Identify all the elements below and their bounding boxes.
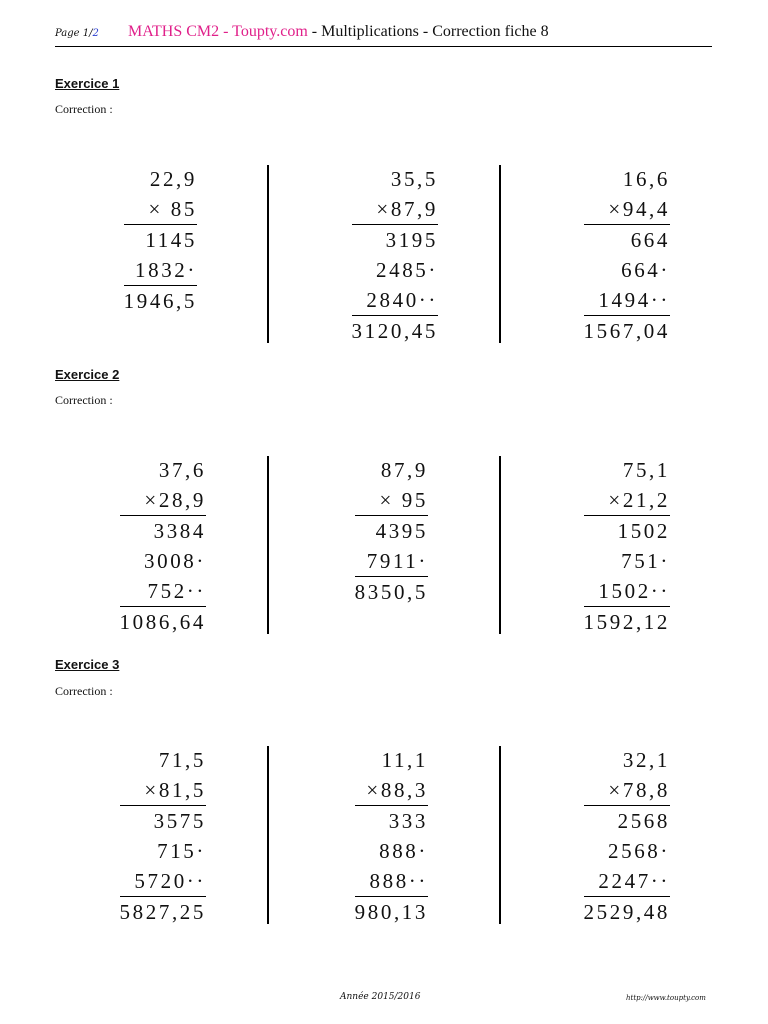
result: 980,13 <box>355 896 428 927</box>
partial-product: 3008· <box>144 549 206 573</box>
partial-product: 2568 <box>584 805 670 836</box>
exercise-2-title: Exercice 2 <box>55 367 120 382</box>
column-separator <box>499 746 501 924</box>
partial-product: 5720·· <box>134 869 206 893</box>
partial-product: 888·· <box>369 869 428 893</box>
multiplication-1-2 <box>352 164 438 346</box>
multiplicand: 16,6 <box>622 167 670 191</box>
page-number: Page 1/2 <box>55 28 99 39</box>
multiplication-1-1 <box>124 164 197 316</box>
page-header <box>55 22 712 47</box>
title-rest: - Multiplications - Correction fiche 8 <box>307 23 549 40</box>
partial-product: 2568· <box>608 839 670 863</box>
partial-product: 1502 <box>584 515 670 546</box>
partial-product: 664· <box>621 258 670 282</box>
partial-product: 3384 <box>120 515 206 546</box>
column-separator <box>499 456 501 634</box>
column-separator <box>267 165 269 343</box>
column-separator <box>267 456 269 634</box>
multiplicand: 32,1 <box>622 748 670 772</box>
result: 3120,45 <box>352 315 438 346</box>
exercise-3-correction-label: Correction : <box>55 684 113 698</box>
multiplier: ×78,8 <box>608 778 670 802</box>
result: 5827,25 <box>120 896 206 927</box>
multiplier: ×81,5 <box>144 778 206 802</box>
partial-product: 4395 <box>355 515 428 546</box>
partial-product: 715· <box>157 839 206 863</box>
partial-product: 1494·· <box>598 288 670 312</box>
partial-product: 2247·· <box>598 869 670 893</box>
result: 1946,5 <box>124 285 197 316</box>
column-separator <box>499 165 501 343</box>
partial-product: 888· <box>379 839 428 863</box>
multiplier: ×21,2 <box>608 488 670 512</box>
partial-product: 333 <box>355 805 428 836</box>
result: 1086,64 <box>120 606 206 637</box>
multiplicand: 75,1 <box>622 458 670 482</box>
multiplicand: 87,9 <box>380 458 428 482</box>
multiplication-2-3 <box>584 455 670 637</box>
multiplication-3-3 <box>584 745 670 927</box>
page-total-link[interactable]: 2 <box>92 28 99 39</box>
multiplicand: 11,1 <box>381 748 428 772</box>
exercise-2-correction-label: Correction : <box>55 393 113 407</box>
exercise-3-title: Exercice 3 <box>55 657 120 672</box>
partial-product: 1145 <box>124 224 197 255</box>
document-title <box>128 23 549 41</box>
multiplicand: 35,5 <box>390 167 438 191</box>
footer-url-link[interactable]: http://www.toupty.com <box>626 994 706 1002</box>
site-name: MATHS CM2 - Toupty.com <box>128 23 308 40</box>
partial-product: 751· <box>621 549 670 573</box>
result: 1567,04 <box>584 315 670 346</box>
result: 1592,12 <box>584 606 670 637</box>
footer-year: Année 2015/2016 <box>340 992 421 1002</box>
multiplier: ×87,9 <box>376 197 438 221</box>
multiplication-1-3 <box>584 164 670 346</box>
partial-product: 3195 <box>352 224 438 255</box>
multiplicand: 22,9 <box>149 167 197 191</box>
partial-product: 2485· <box>376 258 438 282</box>
partial-product: 1502·· <box>598 579 670 603</box>
partial-product: 2840·· <box>366 288 438 312</box>
partial-product: 752·· <box>147 579 206 603</box>
multiplier: ×28,9 <box>144 488 206 512</box>
multiplication-3-1 <box>120 745 206 927</box>
multiplication-3-2 <box>355 745 428 927</box>
multiplier: ×94,4 <box>608 197 670 221</box>
multiplicand: 71,5 <box>158 748 206 772</box>
result: 8350,5 <box>355 576 428 607</box>
column-separator <box>267 746 269 924</box>
result: 2529,48 <box>584 896 670 927</box>
multiplier: ×88,3 <box>366 778 428 802</box>
partial-product: 1832· <box>135 258 197 282</box>
multiplier: × 85 <box>148 197 197 221</box>
partial-product: 664 <box>584 224 670 255</box>
multiplication-2-1 <box>120 455 206 637</box>
exercise-1-title: Exercice 1 <box>55 76 120 91</box>
multiplication-2-2 <box>355 455 428 607</box>
exercise-1-correction-label: Correction : <box>55 102 113 116</box>
partial-product: 3575 <box>120 805 206 836</box>
multiplier: × 95 <box>379 488 428 512</box>
partial-product: 7911· <box>366 549 428 573</box>
multiplicand: 37,6 <box>158 458 206 482</box>
